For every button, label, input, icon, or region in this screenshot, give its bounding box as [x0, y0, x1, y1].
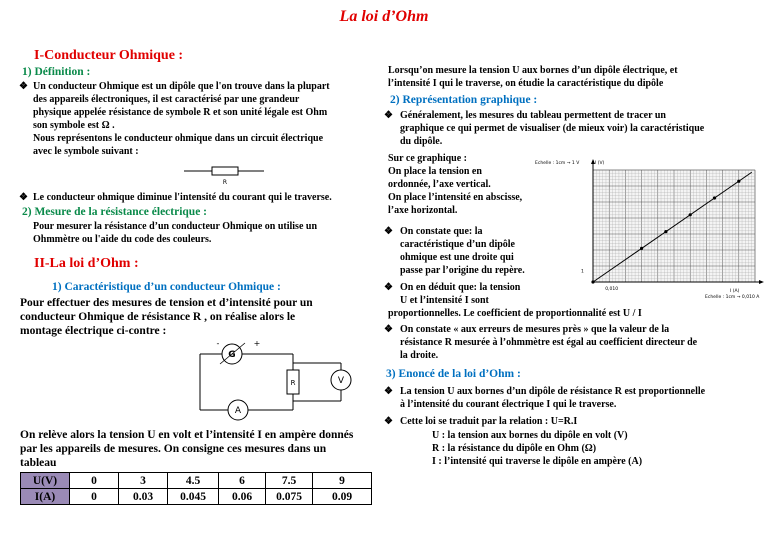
text-line: Un conducteur Ohmique est un dipôle que l'on trouve dans la plupart: [33, 81, 330, 92]
table-cell: 0: [70, 473, 119, 489]
text-line: conducteur Ohmique de résistance R , on réalise alors le: [20, 311, 296, 323]
bullet-icon: ❖: [384, 226, 393, 237]
table-cell: 3: [119, 473, 168, 489]
bullet-icon: ❖: [384, 282, 393, 293]
table-cell: 9: [313, 473, 372, 489]
resistor-label: R: [222, 179, 228, 186]
characteristic-text: [20, 296, 313, 338]
table-cell: 4.5: [168, 473, 219, 489]
text-line: R : la résistance du dipôle en Ohm (Ω): [432, 443, 597, 454]
bullet-icon: ❖: [384, 386, 393, 397]
x-axis-label: I (A): [730, 289, 740, 294]
bullet-icon: ❖: [19, 81, 28, 92]
text-line: La tension U aux bornes d’un dipôle de résistance R est proportionnelle: [400, 386, 706, 397]
bullet-icon: ❖: [384, 110, 393, 121]
text-line: On place l’intensité en abscisse,: [388, 192, 523, 203]
table-row: [21, 473, 372, 489]
section-2-2-title: 2) Représentation graphique :: [390, 94, 538, 106]
measure-text: [20, 428, 353, 470]
data-point: [689, 213, 692, 216]
table-cell: U(V): [21, 473, 70, 489]
x-axis-arrow: [759, 280, 764, 284]
table-cell: I(A): [21, 489, 70, 505]
text-line: du dipôle.: [400, 136, 443, 147]
bullet-text: Le conducteur ohmique diminue l'intensité du courant qui le traverse.: [33, 192, 332, 203]
ohm-law-statement: [400, 385, 705, 411]
text-line: U et l’intensité I sont: [400, 295, 489, 306]
bullet-icon: ❖: [384, 324, 393, 335]
minus-label: -: [216, 339, 220, 348]
table-row: [21, 489, 372, 505]
bullet-icon: ❖: [384, 416, 393, 427]
ohm-law-definitions: [432, 429, 642, 468]
text-line: On place la tension en: [388, 166, 482, 177]
text-line: par les appareils de mesures. On consigne ces mesures dans un: [20, 443, 327, 455]
table-cell: 0.03: [119, 489, 168, 505]
table-cell: 0.075: [266, 489, 313, 505]
text-line: l’intensité I qui le traverse, on étudie la caractéristique du dipôle: [388, 78, 664, 89]
circuit-diagram: [190, 337, 366, 425]
table-cell: 7.5: [266, 473, 313, 489]
table-cell: 0.09: [313, 489, 372, 505]
data-point: [591, 280, 594, 283]
text-line: U : la tension aux bornes du dipôle en volt (V): [432, 430, 628, 441]
resistor-symbol: [184, 162, 264, 186]
text-line: Ohmmètre ou l'aide du code des couleurs.: [33, 234, 212, 245]
text-line: montage électrique ci-contre :: [20, 325, 167, 337]
text-line: On en déduit que: la tension: [400, 282, 521, 293]
text-line: Généralement, les mesures du tableau permettent de tracer un: [400, 110, 666, 121]
text-line: physique appelée résistance de symbole R et son unité légale est Ohm: [33, 107, 328, 118]
measurements-table: [20, 472, 372, 505]
page-title: La loi d’Ohm: [339, 8, 429, 25]
table-cell: 0.06: [219, 489, 266, 505]
data-point: [664, 230, 667, 233]
text-line: tableau: [20, 457, 57, 469]
text-line: Nous représentons le conducteur ohmique dans un circuit électrique: [33, 133, 324, 144]
measure-resistance-text: [33, 220, 317, 246]
section-1-title: I-Conducteur Ohmique :: [34, 48, 184, 63]
constat-1: [400, 225, 525, 277]
text-line: Pour mesurer la résistance d’un conducteur Ohmique on utilise un: [33, 221, 318, 232]
y-scale-label: Echelle : 1cm → 1 V: [535, 161, 580, 166]
intro-text: [388, 64, 678, 90]
definition-text: [33, 80, 373, 158]
data-point: [737, 180, 740, 183]
text-line: l’axe horizontal.: [388, 205, 458, 216]
text-line: son symbole est Ω .: [33, 120, 115, 131]
section-1-2-title: 2) Mesure de la résistance électrique :: [22, 206, 208, 218]
text-line: ohmique est une droite qui: [400, 252, 514, 263]
text-line: Pour effectuer des mesures de tension et d’intensité pour un: [20, 297, 313, 309]
circuit-resistor-label: R: [290, 379, 296, 387]
data-point: [640, 247, 643, 250]
text-line: des appareils électroniques, il est caractérisé par une grandeur: [33, 94, 300, 105]
section-2-title: II-La loi d’Ohm :: [34, 256, 139, 271]
constat-3: [400, 323, 697, 362]
bullet-icon: ❖: [19, 192, 28, 203]
constat-2-cont: proportionnelles. Le coefficient de proportionnalité est U / I: [388, 308, 642, 319]
text-line: On relève alors la tension U en volt et l’intensité I en ampère donnés: [20, 429, 354, 441]
table-cell: 6: [219, 473, 266, 489]
text-line: la droite.: [400, 350, 439, 361]
plus-label: +: [253, 339, 261, 348]
ammeter-label: A: [234, 406, 242, 416]
u-i-chart: [535, 158, 765, 308]
representation-text: [400, 109, 704, 148]
text-line: Lorsqu’on mesure la tension U aux bornes d’un dipôle électrique, et: [388, 65, 678, 76]
x-scale-label: Echelle : 1cm → 0,010 A: [705, 295, 760, 300]
generator-label: G: [228, 350, 236, 360]
y-axis-label: U (V): [593, 161, 605, 166]
text-line: On constate « aux erreurs de mesures près » que la valeur de la: [400, 324, 670, 335]
table-cell: 0.045: [168, 489, 219, 505]
y-tick-label: 1: [581, 269, 584, 275]
text-line: caractéristique d’un dipôle: [400, 239, 515, 250]
section-1-1-title: 1) Définition :: [22, 66, 91, 78]
voltmeter-label: V: [337, 376, 345, 386]
text-line: ordonnée, l’axe vertical.: [388, 179, 491, 190]
ohm-law-relation: Cette loi se traduit par la relation : U=R.I: [400, 416, 578, 427]
graph-explanation: [388, 152, 522, 217]
text-line: passe par l’origine du repère.: [400, 265, 525, 276]
text-line: à l’intensité du courant électrique I qui le traverse.: [400, 399, 617, 410]
text-line: résistance R mesurée à l’ohmmètre est égal au coefficient directeur de: [400, 337, 698, 348]
section-2-1-title: 1) Caractéristique d’un conducteur Ohmique :: [52, 281, 281, 293]
text-line: On constate que: la: [400, 226, 483, 237]
section-2-3-title: 3) Enoncé de la loi d’Ohm :: [386, 368, 521, 380]
constat-2: [400, 281, 520, 307]
text-line: I : l’intensité qui traverse le dipôle en ampère (A): [432, 456, 643, 467]
data-point: [713, 196, 716, 199]
text-line: graphique ce qui permet de visualiser (de mieux voir) la caractéristique: [400, 123, 705, 134]
text-line: Sur ce graphique :: [388, 153, 467, 164]
x-tick-label: 0,010: [605, 287, 619, 292]
text-line: avec le symbole suivant :: [33, 146, 139, 157]
table-cell: 0: [70, 489, 119, 505]
